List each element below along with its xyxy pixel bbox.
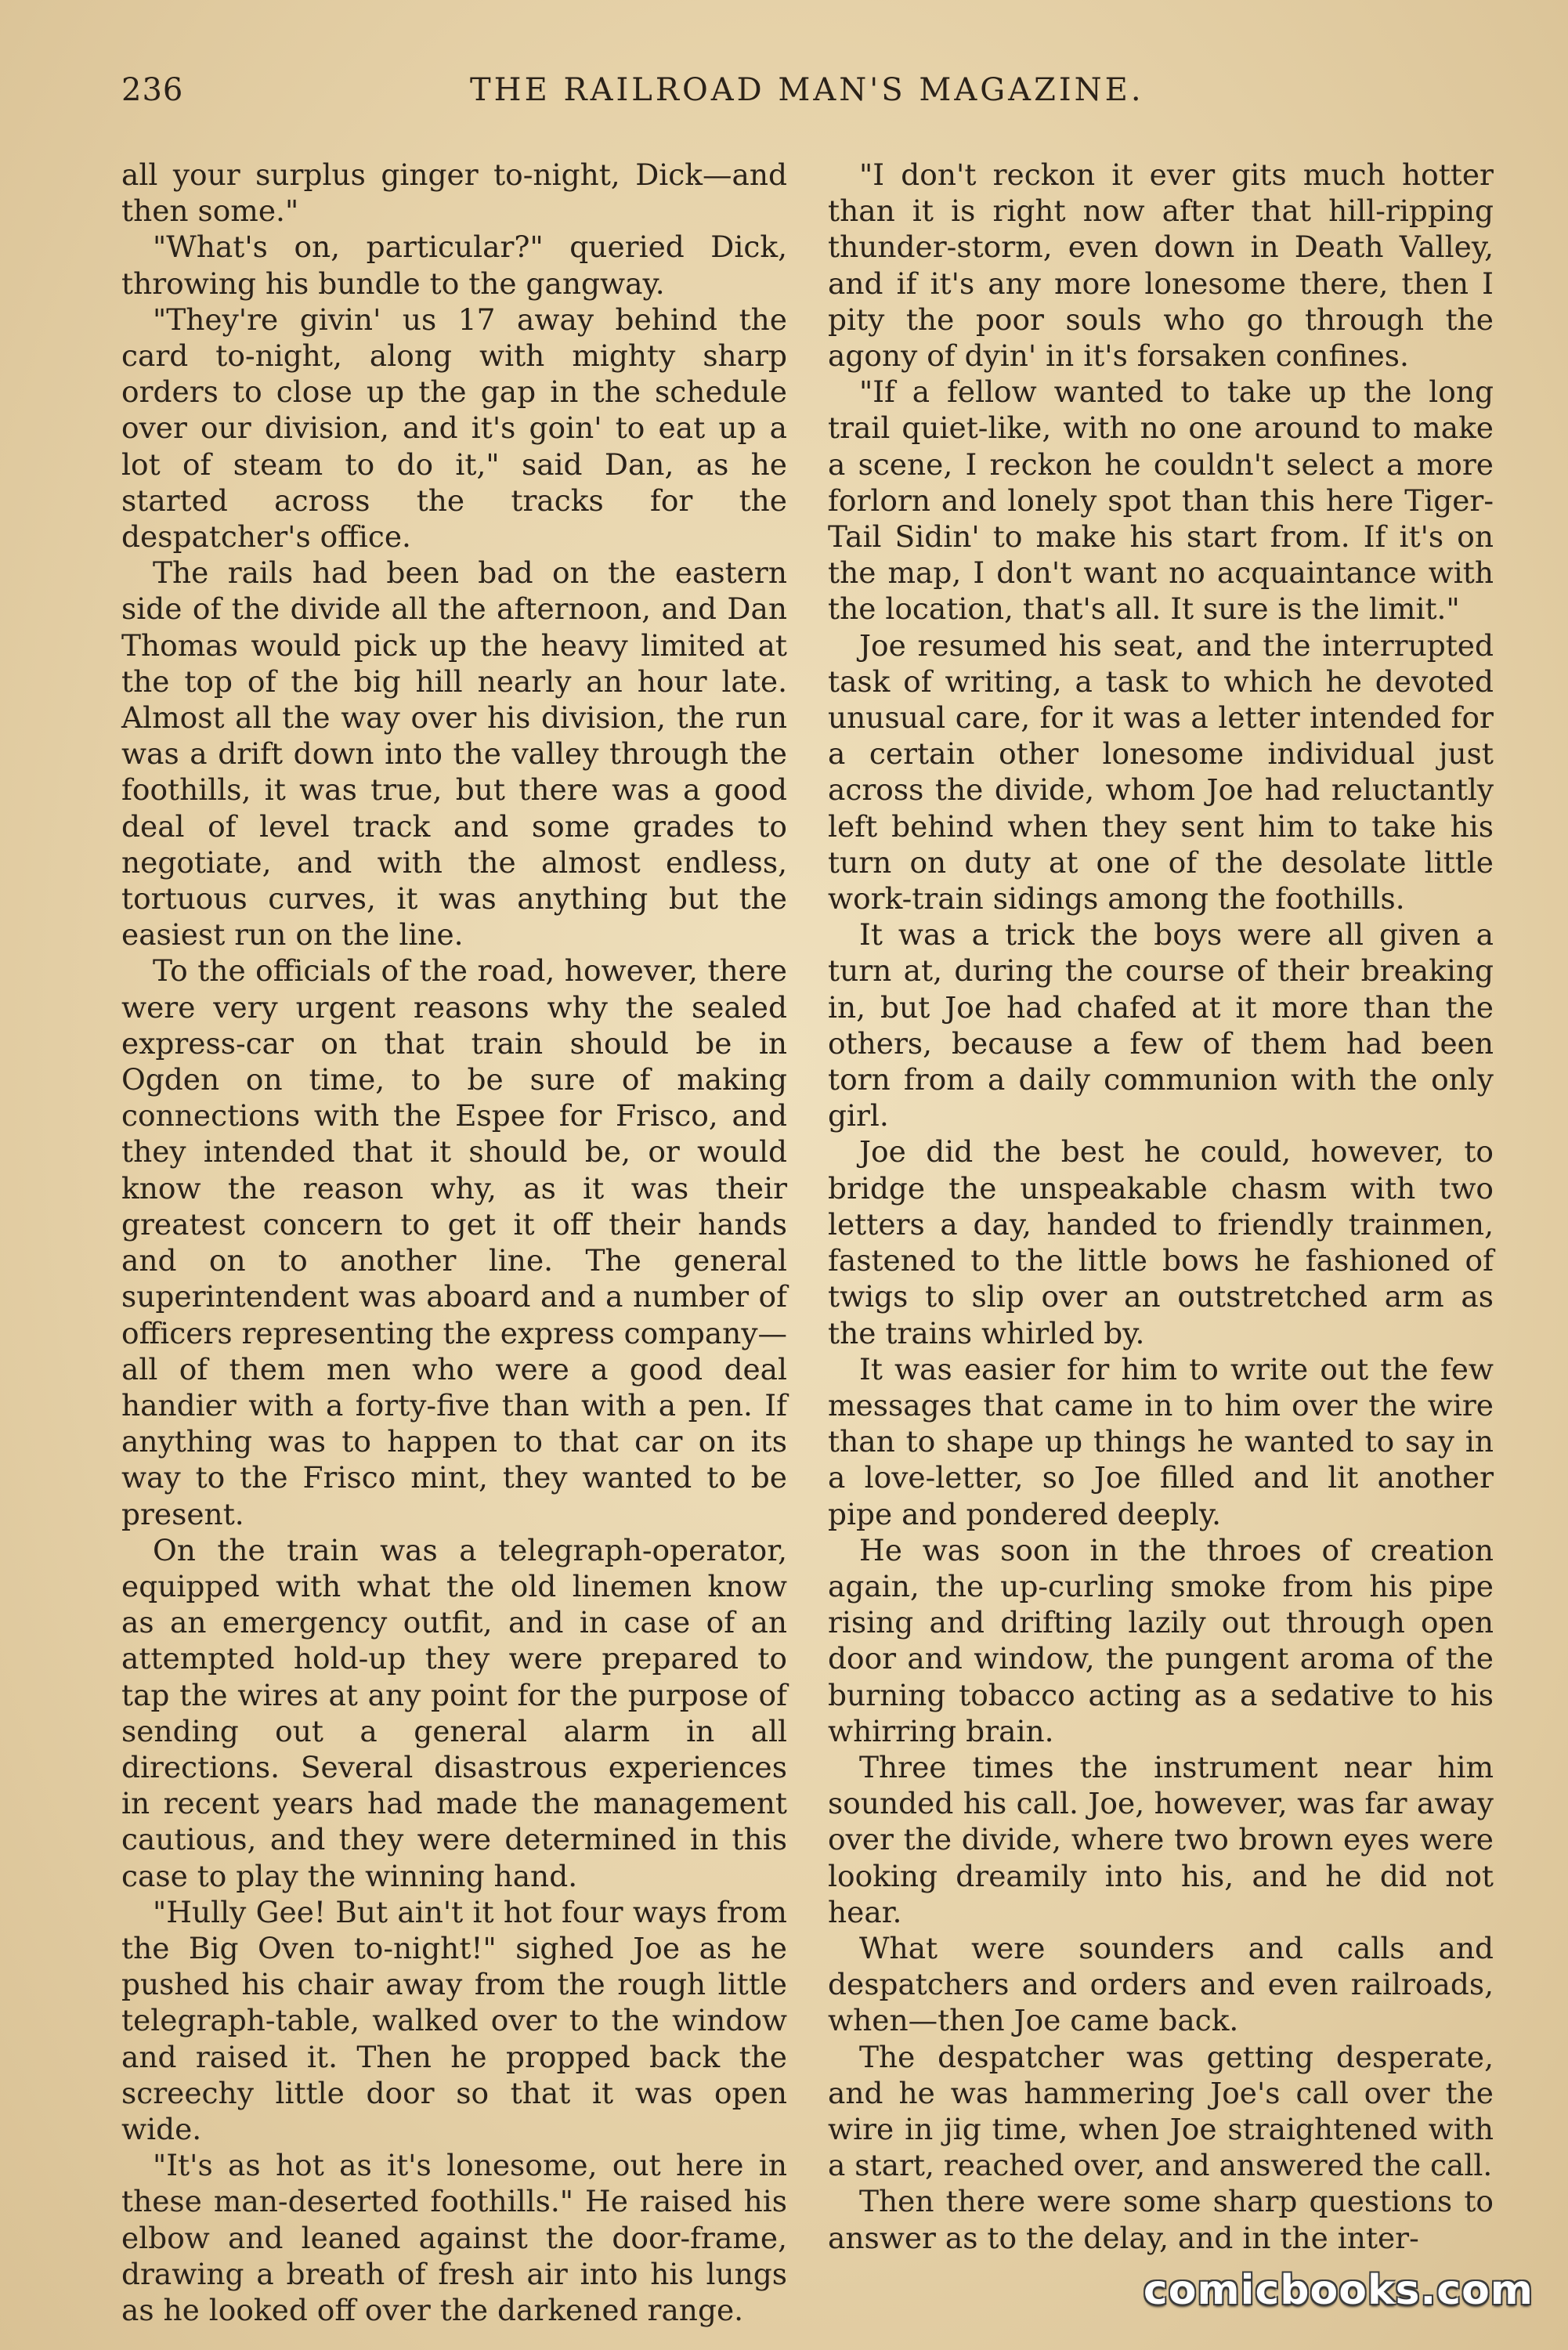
paragraph: "It's as hot as it's lonesome, out here in these man-deserted foothills." He raised his elbow and leaned against the door-frame, drawing a breath of fresh air into his lungs as he looked off over the darkened range. xyxy=(121,2148,787,2327)
paragraph: "If a fellow wanted to take up the long trail quiet-like, with no one around to make a scene, I reckon he couldn't select a more forlorn and lonely spot than this here Tiger-Tail Sidin' to make his start from. If it's on the map, I don't want no acquaintance with the location, that's all. It sure is the limit." xyxy=(828,374,1494,627)
paragraph: On the train was a telegraph-operator, equipped with what the old linemen know as an emergency outfit, and in case of an attempted hold-up they were prepared to tap the wires at any point for the purpose of sending out a general alarm in all directions. Several disastrous experiences in recent years had made the management cautious, and they were determined in this case to play the winning hand. xyxy=(121,1532,787,1893)
paragraph: "Hully Gee! But ain't it hot four ways from the Big Oven to-night!" sighed Joe as he pushed his chair away from the rough little telegraph-table, walked over to the window and raised it. Then he propped back the screechy little door so that it was open wide. xyxy=(121,1894,787,2146)
paragraph: The despatcher was getting desperate, and he was hammering Joe's call over the wire in jig time, when Joe straightened with a start, reached over, and answered the call. xyxy=(828,2039,1494,2183)
paragraph: "What's on, particular?" queried Dick, throwing his bundle to the gangway. xyxy=(121,230,787,301)
paragraph: Three times the instrument near him sounded his call. Joe, however, was far away over the divide, where two brown eyes were looking dreamily into his, and he did not hear. xyxy=(828,1749,1494,1929)
page-header xyxy=(121,72,1453,127)
paragraph: He was soon in the throes of creation again, the up-curling smoke from his pipe rising and drifting lazily out through open door and window, the pungent aroma of the burning tobacco acting as a sedative to his whirring brain. xyxy=(828,1532,1494,1748)
paragraph: all your surplus ginger to-night, Dick—and then some." xyxy=(121,157,787,229)
page-number: 236 xyxy=(121,72,184,108)
left-column xyxy=(121,157,787,2328)
running-title: THE RAILROAD MAN'S MAGAZINE. xyxy=(470,72,1144,108)
paragraph: "I don't reckon it ever gits much hotter than it is right now after that hill-ripping thunder-storm, even down in Death Valley, and if it's any more lonesome there, then I pity the poor souls who go through the agony of dyin' in it's forsaken confines. xyxy=(828,157,1494,374)
paragraph: What were sounders and calls and despatchers and orders and even railroads, when—then Joe came back. xyxy=(828,1930,1494,2038)
paragraph: It was a trick the boys were all given a turn at, during the course of their breaking in, but Joe had chafed at it more than the others, because a few of them had been torn from a daily communion with the only girl. xyxy=(828,917,1494,1133)
paragraph: Joe did the best he could, however, to bridge the unspeakable chasm with two letters a day, handed to friendly trainmen, fastened to the little bows he fashioned of twigs to slip over an outstretched arm as the trains whirled by. xyxy=(828,1134,1494,1350)
paragraph: Then there were some sharp questions to answer as to the delay, and in the inter- xyxy=(828,2184,1494,2255)
paragraph: Joe resumed his seat, and the interrupted task of writing, a task to which he devoted unusual care, for it was a letter intended for a certain other lonesome individual just across the divide, whom Joe had reluctantly left behind when they sent him to take his turn on duty at one of the desolate little work-train sidings among the foothills. xyxy=(828,627,1494,916)
paragraph: To the officials of the road, however, there were very urgent reasons why the sealed express-car on that train should be in Ogden on time, to be sure of making connections with the Espee for Frisco, and they intended that it should be, or would know the reason why, as it was their greatest concern to get it off their hands and on to another line. The general superintendent was aboard and a number of officers representing the express company—all of them men who were a good deal handier with a forty-five than with a pen. If anything was to happen to that car on its way to the Frisco mint, they wanted to be present. xyxy=(121,953,788,1531)
paragraph: It was easier for him to write out the few messages that came in to him over the wire than to shape up things he wanted to say in a love-letter, so Joe filled and lit another pipe and pondered deeply. xyxy=(828,1351,1494,1531)
paragraph: The rails had been bad on the eastern side of the divide all the afternoon, and Dan Thomas would pick up the heavy limited at the top of the big hill nearly an hour late. Almost all the way over his division, the run was a drift down into the valley through the foothills, it was true, but there was a good deal of level track and some grades to negotiate, and with the almost endless, tortuous curves, it was anything but the easiest run on the line. xyxy=(121,555,787,953)
site-watermark: comicbooks.com xyxy=(1143,2267,1534,2314)
paragraph: "They're givin' us 17 away behind the card to-night, along with mighty sharp orders to close up the gap in the schedule over our division, and it's goin' to eat up a lot of steam to do it," said Dan, as he started across the tracks for the despatcher's office. xyxy=(121,302,787,555)
right-column xyxy=(828,157,1494,2256)
